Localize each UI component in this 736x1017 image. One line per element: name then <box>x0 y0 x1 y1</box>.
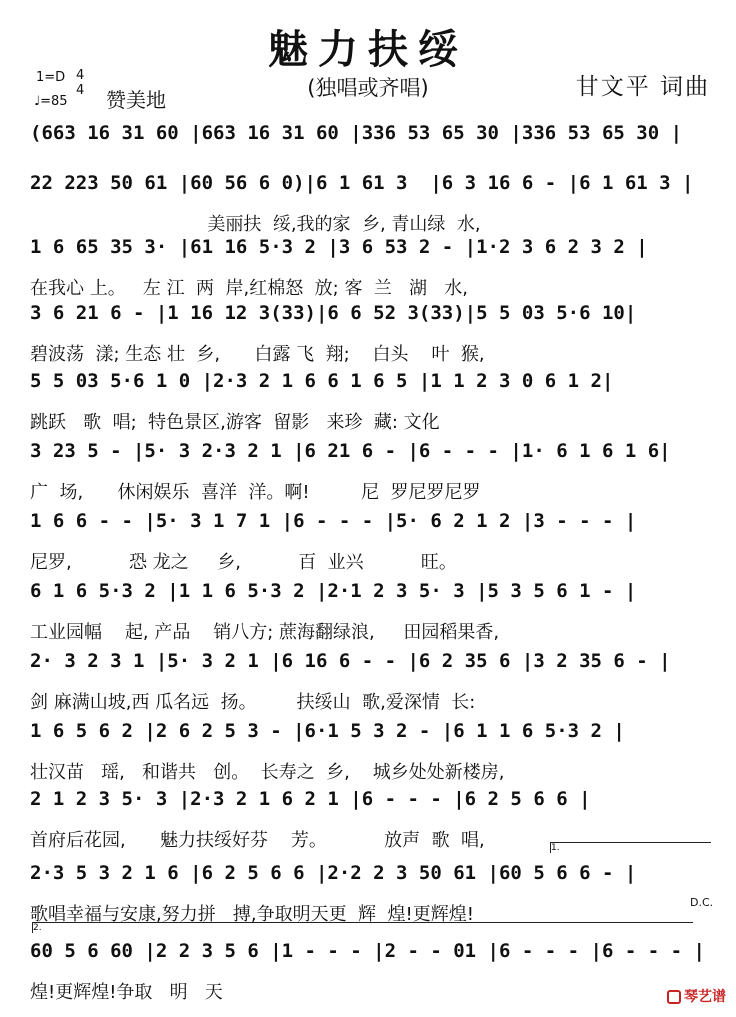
lyric-line: 美丽扶 绥,我的家 乡, 青山绿 水, <box>30 214 481 235</box>
lyric-line: 碧波荡 漾; 生态 壮 乡, 白露 飞 翔; 白头 叶 猴, <box>30 344 485 365</box>
time-signature <box>76 68 84 98</box>
da-capo-marker: D.C. <box>690 896 714 909</box>
notation-line: 2· 3 2 3 1 |5· 3 2 1 |6 16 6 - - |6 2 35 6 |3 2 35 6 - | <box>30 650 671 672</box>
song-credits: 甘文平 词曲 <box>575 74 710 100</box>
song-subtitle: (独唱或齐唱) <box>307 76 429 100</box>
time-top: 4 <box>76 68 85 83</box>
notation-line: 1 6 5 6 2 |2 6 2 5 3 - |6·1 5 3 2 - |6 1 1 6 5·3 2 | <box>30 720 625 742</box>
notation-line: 5 5 03 5·6 1 0 |2·3 2 1 6 6 1 6 5 |1 1 2 3 0 6 1 2| <box>30 370 614 392</box>
site-logo <box>667 986 726 1006</box>
lyric-line: 跳跃 歌 唱; 特色景区,游客 留影 来珍 藏: 文化 <box>30 412 440 433</box>
notation-line: 3 6 21 6 - |1 16 12 3(33)|6 6 52 3(33)|5 5 03 5·6 10| <box>30 302 637 324</box>
notation-line: 3 23 5 - |5· 3 2·3 2 1 |6 21 6 - |6 - - - |1· 6 1 6 1 6| <box>30 440 671 462</box>
piano-icon <box>667 990 681 1004</box>
volta-second-ending: 2. <box>32 922 693 933</box>
lyric-line: 首府后花园, 魅力扶绥好芬 芳。 放声 歌 唱, <box>30 830 485 851</box>
lyric-line: 在我心 上。 左 江 两 岸,红棉怒 放; 客 兰 湖 水, <box>30 278 468 299</box>
notation-line: 2 1 2 3 5· 3 |2·3 2 1 6 2 1 |6 - - - |6 2 5 6 6 | <box>30 788 591 810</box>
time-bottom: 4 <box>76 83 85 98</box>
logo-text: 琴艺谱 <box>684 989 726 1005</box>
notation-line: 6 1 6 5·3 2 |1 1 6 5·3 2 |2·1 2 3 5· 3 |5 3 5 6 1 - | <box>30 580 637 602</box>
notation-line: 1 6 6 - - |5· 3 1 7 1 |6 - - - |5· 6 2 1 2 |3 - - - | <box>30 510 637 532</box>
lyric-line: 歌唱幸福与安康,努力拼 搏,争取明天更 辉 煌!更辉煌! <box>30 904 474 925</box>
key-signature: 1=D <box>36 70 66 85</box>
notation-line: (663 16 31 60 |663 16 31 60 |336 53 65 30 |336 53 65 30 | <box>30 122 683 144</box>
notation-line: 1 6 65 35 3· |61 16 5·3 2 |3 6 53 2 - |1·2 3 6 2 3 2 | <box>30 236 648 258</box>
notation-line: 60 5 6 60 |2 2 3 5 6 |1 - - - |2 - - 01 |6 - - - |6 - - - | <box>30 940 705 962</box>
song-title: 魅力扶绥 <box>268 26 468 73</box>
volta-first-ending: 1. <box>550 842 711 853</box>
lyric-line: 尼罗, 恐 龙之 乡, 百 业兴 旺。 <box>30 552 457 573</box>
notation-line: 22 223 50 61 |60 56 6 0)|6 1 61 3 |6 3 16 6 - |6 1 61 3 | <box>30 172 694 194</box>
lyric-line: 煌!更辉煌!争取 明 天 <box>30 982 223 1003</box>
style-marking: 赞美地 <box>106 88 166 112</box>
lyric-line: 广 场, 休闲娱乐 喜洋 洋。啊! 尼 罗尼罗尼罗 <box>30 482 481 503</box>
tempo-marking: ♩=85 <box>34 94 68 109</box>
notation-line: 2·3 5 3 2 1 6 |6 2 5 6 6 |2·2 2 3 50 61 |60 5 6 6 - | <box>30 862 637 884</box>
lyric-line: 工业园幅 起, 产品 销八方; 蔗海翻绿浪, 田园稻果香, <box>30 622 500 643</box>
lyric-line: 壮汉苗 瑶, 和谐共 创。 长寿之 乡, 城乡处处新楼房, <box>30 762 505 783</box>
lyric-line: 剑 麻满山坡,西 瓜名远 扬。 扶绥山 歌,爱深情 长: <box>30 692 476 713</box>
